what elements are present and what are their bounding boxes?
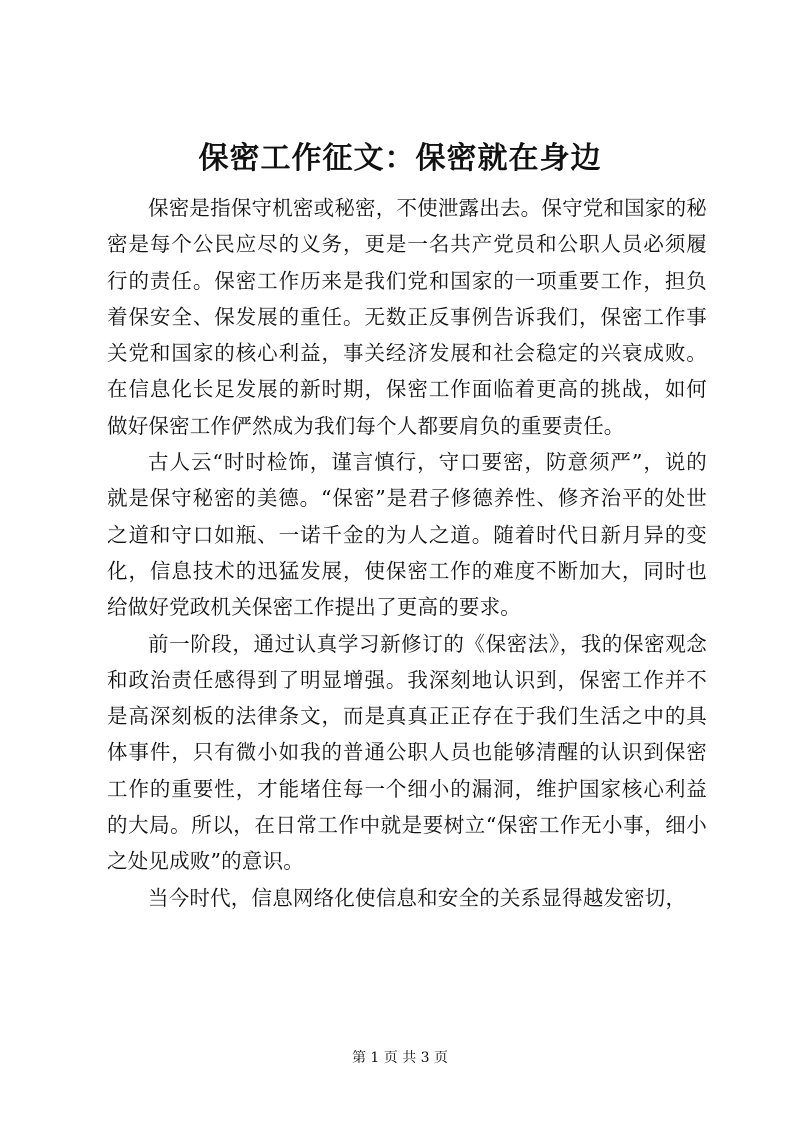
page-footer: 第 1 页 共 3 页 xyxy=(351,1050,449,1066)
page-title: 保密工作征文：保密就在身边 xyxy=(198,141,602,176)
paragraph-3: 前一阶段，通过认真学习新修订的《保密法》，我的保密观念和政治责任感得到了明显增强。我深刻地认识到，保密工作并不是高深刻板的法律条文，而是真真正正存在于我们生活之中的具体事件，只有微小如我的普通公职人员也能够清醒的认识到保密工作的重要性，才能堵住每一个细小的漏洞，维护国家核心利益的大局。所以，在日常工作中就是要树立“保密工作无小事，细小之处见成败”的意识。 xyxy=(107,631,707,874)
paragraph-2: 古人云“时时检饰，谨言慎行，守口要密，防意须严”，说的就是保守秘密的美德。“保密”是君子修德养性、修齐治平的处世之道和守口如瓶、一诺千金的为人之道。随着时代日新月异的变化，信息技术的迅猛发展，使保密工作的难度不断加大，同时也给做好党政机关保密工作提出了更高的要求。 xyxy=(107,450,707,620)
paragraph-4: 当今时代，信息网络化使信息和安全的关系显得越发密切， xyxy=(148,885,687,910)
document-body xyxy=(107,190,707,916)
paragraph-1: 保密是指保守机密或秘密，不使泄露出去。保守党和国家的秘密是每个公民应尽的义务，更是一名共产党员和公职人员必须履行的责任。保密工作历来是我们党和国家的一项重要工作，担负着保安全、保发展的重任。无数正反事例告诉我们，保密工作事关党和国家的核心利益，事关经济发展和社会稳定的兴衰成败。在信息化长足发展的新时期，保密工作面临着更高的挑战，如何做好保密工作俨然成为我们每个人都要肩负的重要责任。 xyxy=(107,196,707,438)
